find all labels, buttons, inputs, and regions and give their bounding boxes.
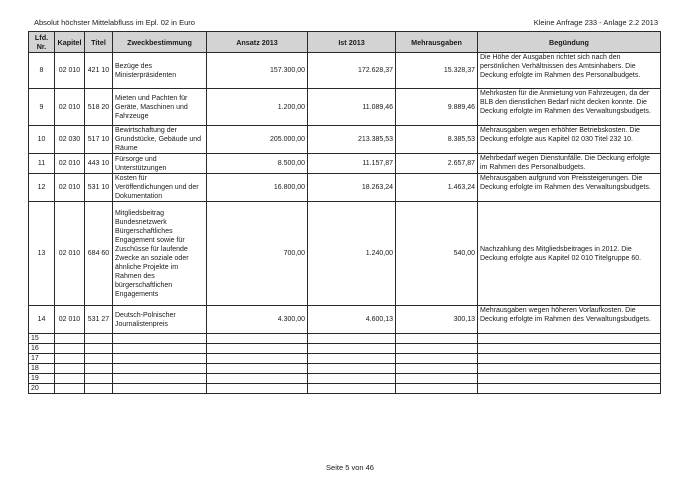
cell-ist: 213.385,53 (308, 126, 396, 154)
cell-nr: 13 (29, 202, 55, 306)
cell-kapitel: 02 010 (55, 154, 85, 174)
cell-nr: 8 (29, 53, 55, 89)
col-header-ist: Ist 2013 (308, 32, 396, 53)
table-row (29, 154, 661, 174)
cell-titel: 443 10 (85, 154, 113, 174)
cell-titel: 684 60 (85, 202, 113, 306)
col-header-kapitel: Kapitel (55, 32, 85, 53)
cell-begruendung: Nachzahlung des Mitgliedsbeitrages in 2012. Die Deckung erfolgte aus Kapitel 02 010 Titelgruppe 60. (478, 202, 661, 306)
cell-begruendung: Mehrkosten für die Anmietung von Fahrzeugen, da der BLB den dienstlichen Bedarf nicht decken konnte. Die Deckung erfolgte im Rahmen des Verwaltungsbudgets. (478, 89, 661, 126)
cell-ansatz: 1.200,00 (207, 89, 308, 126)
cell-nr: 19 (29, 374, 55, 384)
cell-nr: 17 (29, 354, 55, 364)
col-header-ansatz: Ansatz 2013 (207, 32, 308, 53)
cell-nr: 20 (29, 384, 55, 394)
cell-zweck: Fürsorge und Unterstützungen (113, 154, 207, 174)
cell-begruendung: Die Höhe der Ausgaben richtet sich nach den persönlichen Verhältnissen des Amtsinhabers. Die Deckung erfolgte im Rahmen des Personalbudgets. (478, 53, 661, 89)
cell-ist: 4.600,13 (308, 306, 396, 334)
cell-mehr: 8.385,53 (396, 126, 478, 154)
table-row (29, 126, 661, 154)
cell-ist: 172.628,37 (308, 53, 396, 89)
cell-nr: 16 (29, 344, 55, 354)
cell-begruendung: Mehrausgaben wegen höheren Vorlaufkosten. Die Deckung erfolgte im Rahmen des Verwaltungsbudgets. (478, 306, 661, 334)
cell-begruendung: Mehrbedarf wegen Dienstunfälle. Die Deckung erfolgte im Rahmen des Personalbudgets. (478, 154, 661, 174)
cell-zweck: Deutsch-Polnischer Journalistenpreis (113, 306, 207, 334)
table-row (29, 202, 661, 306)
cell-ansatz: 205.000,00 (207, 126, 308, 154)
page-footer: Seite 5 von 46 (326, 463, 374, 472)
col-header-zweckbestimmung: Zweckbestimmung (113, 32, 207, 53)
cell-nr: 18 (29, 364, 55, 374)
col-header-titel: Titel (85, 32, 113, 53)
cell-ist: 1.240,00 (308, 202, 396, 306)
cell-ansatz: 700,00 (207, 202, 308, 306)
cell-mehr: 300,13 (396, 306, 478, 334)
cell-kapitel: 02 010 (55, 174, 85, 202)
table-header-row (29, 32, 661, 53)
cell-zweck: Mitgliedsbeitrag Bundesnetzwerk Bürgerschaftliches Engagement sowie für Zuschüsse für laufende Zwecke an soziale oder ähnliche Projekte im Rahmen des bürgerschaftlichen Engagements (113, 202, 207, 306)
table-row-empty (29, 364, 661, 374)
cell-ansatz: 8.500,00 (207, 154, 308, 174)
cell-mehr: 9.889,46 (396, 89, 478, 126)
cell-kapitel: 02 010 (55, 53, 85, 89)
expenditure-table (28, 31, 661, 394)
cell-kapitel: 02 030 (55, 126, 85, 154)
table-row-empty (29, 354, 661, 364)
cell-kapitel: 02 010 (55, 306, 85, 334)
table-row (29, 174, 661, 202)
cell-zweck: Kosten für Veröffentlichungen und der Dokumentation (113, 174, 207, 202)
table-row-empty (29, 344, 661, 354)
cell-kapitel: 02 010 (55, 202, 85, 306)
cell-ansatz: 16.800,00 (207, 174, 308, 202)
cell-zweck: Bewirtschaftung der Grundstücke, Gebäude und Räume (113, 126, 207, 154)
document-header-right: Kleine Anfrage 233 - Anlage 2.2 2013 (533, 18, 658, 27)
cell-titel: 421 10 (85, 53, 113, 89)
document-header-left: Absolut höchster Mittelabfluss im Epl. 02 in Euro (34, 18, 195, 27)
table-row-empty (29, 334, 661, 344)
cell-ansatz: 157.300,00 (207, 53, 308, 89)
cell-titel: 531 10 (85, 174, 113, 202)
cell-nr: 12 (29, 174, 55, 202)
cell-nr: 15 (29, 334, 55, 344)
table-row (29, 53, 661, 89)
cell-begruendung: Mehrausgaben aufgrund von Preissteigerungen. Die Deckung erfolgte im Rahmen des Verwaltungsbudgets. (478, 174, 661, 202)
cell-titel: 531 27 (85, 306, 113, 334)
cell-nr: 11 (29, 154, 55, 174)
cell-ist: 11.157,87 (308, 154, 396, 174)
cell-zweck: Bezüge des Ministerpräsidenten (113, 53, 207, 89)
cell-nr: 9 (29, 89, 55, 126)
cell-mehr: 2.657,87 (396, 154, 478, 174)
cell-nr: 14 (29, 306, 55, 334)
cell-ist: 11.089,46 (308, 89, 396, 126)
cell-titel: 517 10 (85, 126, 113, 154)
cell-mehr: 540,00 (396, 202, 478, 306)
cell-mehr: 1.463,24 (396, 174, 478, 202)
cell-nr: 10 (29, 126, 55, 154)
table-row-empty (29, 374, 661, 384)
table-row-empty (29, 384, 661, 394)
cell-ist: 18.263,24 (308, 174, 396, 202)
col-header-begruendung: Begündung (478, 32, 661, 53)
cell-ansatz: 4.300,00 (207, 306, 308, 334)
table-row (29, 89, 661, 126)
table-row (29, 306, 661, 334)
cell-kapitel: 02 010 (55, 89, 85, 126)
cell-begruendung: Mehrausgaben wegen erhöhter Betriebskosten. Die Deckung erfolgte aus Kapitel 02 030 Titel 232 10. (478, 126, 661, 154)
cell-mehr: 15.328,37 (396, 53, 478, 89)
cell-zweck: Mieten und Pachten für Geräte, Maschinen und Fahrzeuge (113, 89, 207, 126)
col-header-mehrausgaben: Mehrausgaben (396, 32, 478, 53)
col-header-lfd-nr: Lfd. Nr. (29, 32, 55, 53)
cell-titel: 518 20 (85, 89, 113, 126)
